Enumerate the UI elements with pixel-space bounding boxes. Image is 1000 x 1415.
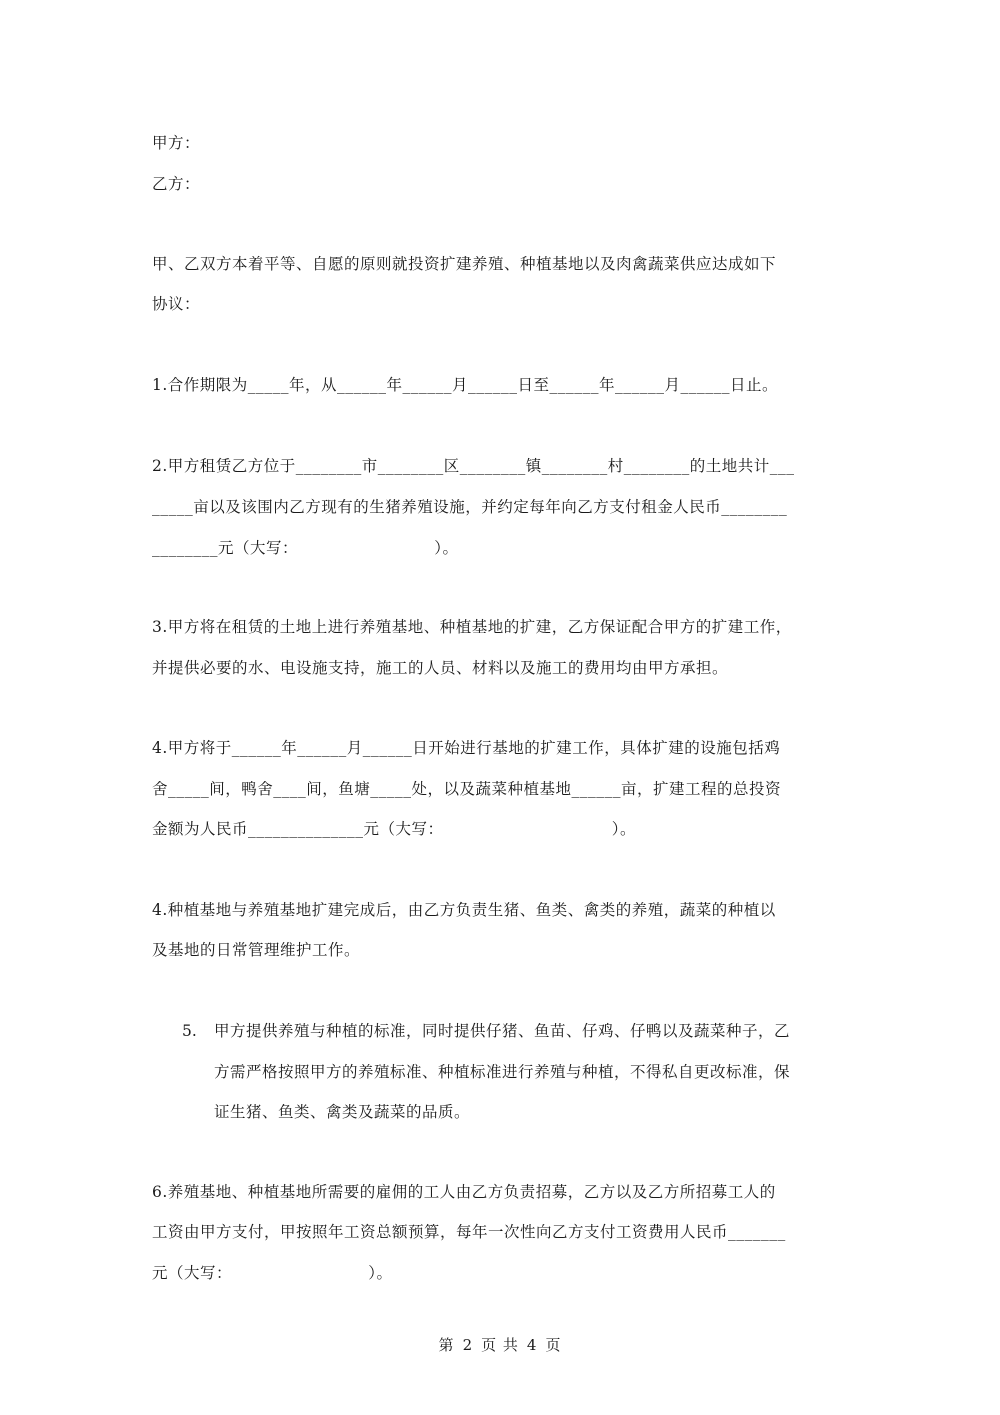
clause-2-line-1: 2.甲方租赁乙方位于________市________区________镇________村________的土地共计___ [152,457,795,475]
clause-5-line-3: 证生猪、鱼类、禽类及蔬菜的品质。 [214,1103,471,1121]
clause-3-line-2: 并提供必要的水、电设施支持，施工的人员、材料以及施工的费用均由甲方承担。 [152,659,729,677]
clause-6-line-3: 元（大写： ）。 [152,1264,393,1282]
party-b-label: 乙方： [152,175,201,193]
clause-5-number: 5. [182,1022,197,1040]
party-a-label: 甲方： [152,134,201,152]
intro-line-1: 甲、乙双方本着平等、自愿的原则就投资扩建养殖、种植基地以及肉禽蔬菜供应达成如下 [152,255,777,273]
clause-5-line-2: 方需严格按照甲方的养殖标准、种植标准进行养殖与种植，不得私自更改标准，保 [214,1063,791,1081]
clause-4b-line-2: 及基地的日常管理维护工作。 [152,941,361,959]
footer-middle: 页 共 [481,1336,519,1354]
clause-2-line-2: _____亩以及该围内乙方现有的生猪养殖设施，并约定每年向乙方支付租金人民币________ [152,498,788,516]
footer-total-pages: 4 [526,1336,538,1354]
intro-line-2: 协议： [152,295,201,313]
clause-4a-line-3: 金额为人民币______________元（大写： ）。 [152,820,637,838]
clause-1-line-1: 1.合作期限为_____年，从______年______月______日至______年______月______日止。 [152,376,779,394]
clause-5-line-1: 甲方提供养殖与种植的标准，同时提供仔猪、鱼苗、仔鸡、仔鸭以及蔬菜种子，乙 [214,1022,791,1040]
clause-4a-line-1: 4.甲方将于______年______月______日开始进行基地的扩建工作，具体扩建的设施包括鸡 [152,739,781,757]
clause-6-line-1: 6.养殖基地、种植基地所需要的雇佣的工人由乙方负责招募，乙方以及乙方所招募工人的 [152,1183,776,1201]
clause-6-line-2: 工资由甲方支付，甲按照年工资总额预算，每年一次性向乙方支付工资费用人民币_______ [152,1223,786,1241]
clause-2-line-3: ________元（大写： ）。 [152,539,459,557]
clause-4a-line-2: 舍_____间，鸭舍____间，鱼塘_____处，以及蔬菜种植基地______亩，扩建工程的总投资 [152,780,782,798]
page-footer [0,1334,1000,1355]
clause-3-line-1: 3.甲方将在租赁的土地上进行养殖基地、种植基地的扩建，乙方保证配合甲方的扩建工作， [152,618,792,636]
footer-suffix: 页 [545,1336,562,1354]
clause-4b-line-1: 4.种植基地与养殖基地扩建完成后，由乙方负责生猪、鱼类、禽类的养殖，蔬菜的种植以 [152,901,776,919]
footer-prefix: 第 [438,1336,455,1354]
footer-page-number: 2 [462,1336,474,1354]
